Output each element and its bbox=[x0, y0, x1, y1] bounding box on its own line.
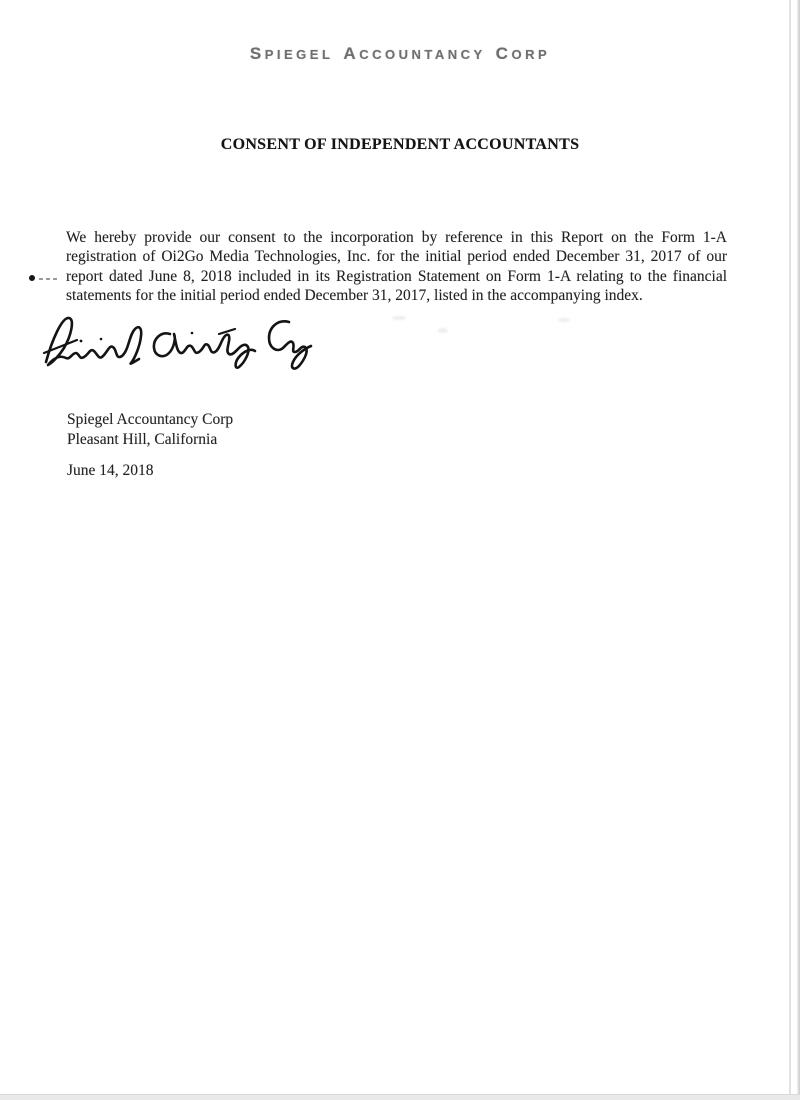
scan-smudge bbox=[558, 318, 570, 322]
handwritten-signature bbox=[42, 310, 320, 372]
artifact-dot bbox=[29, 275, 35, 281]
scan-edge-line bbox=[789, 0, 791, 1100]
signer-company: Spiegel Accountancy Corp bbox=[67, 411, 234, 428]
letterhead-word: SPIEGEL bbox=[249, 44, 334, 63]
artifact-dash bbox=[53, 278, 57, 280]
signer-block bbox=[67, 410, 233, 481]
letterhead-word: ACCOUNTANCY bbox=[343, 44, 486, 63]
signature-ink bbox=[42, 310, 320, 372]
scan-smudge bbox=[392, 316, 406, 320]
letterhead-logo bbox=[0, 44, 800, 64]
scan-artifact-bullet bbox=[29, 273, 63, 283]
consent-paragraph: We hereby provide our consent to the incorporation by reference in this Report on the Form 1-A registration of Oi2Go Media Technologies, Inc. for the initial period ended December 31, 2017 of our report dated June 8, 2018 included in its Registration Statement on Form 1-A relating to the financial statements for the initial period ended December 31, 2017, listed in the accompanying index. bbox=[66, 228, 727, 304]
artifact-dash bbox=[39, 278, 43, 280]
artifact-dash bbox=[46, 278, 50, 280]
letterhead-word: CORP bbox=[495, 44, 551, 63]
document-title: CONSENT OF INDEPENDENT ACCOUNTANTS bbox=[220, 136, 580, 153]
scan-smudge bbox=[438, 328, 448, 333]
signer-location: Pleasant Hill, California bbox=[67, 430, 218, 448]
scan-edge-bottom bbox=[0, 1094, 800, 1100]
signature-date: June 14, 2018 bbox=[67, 462, 154, 479]
